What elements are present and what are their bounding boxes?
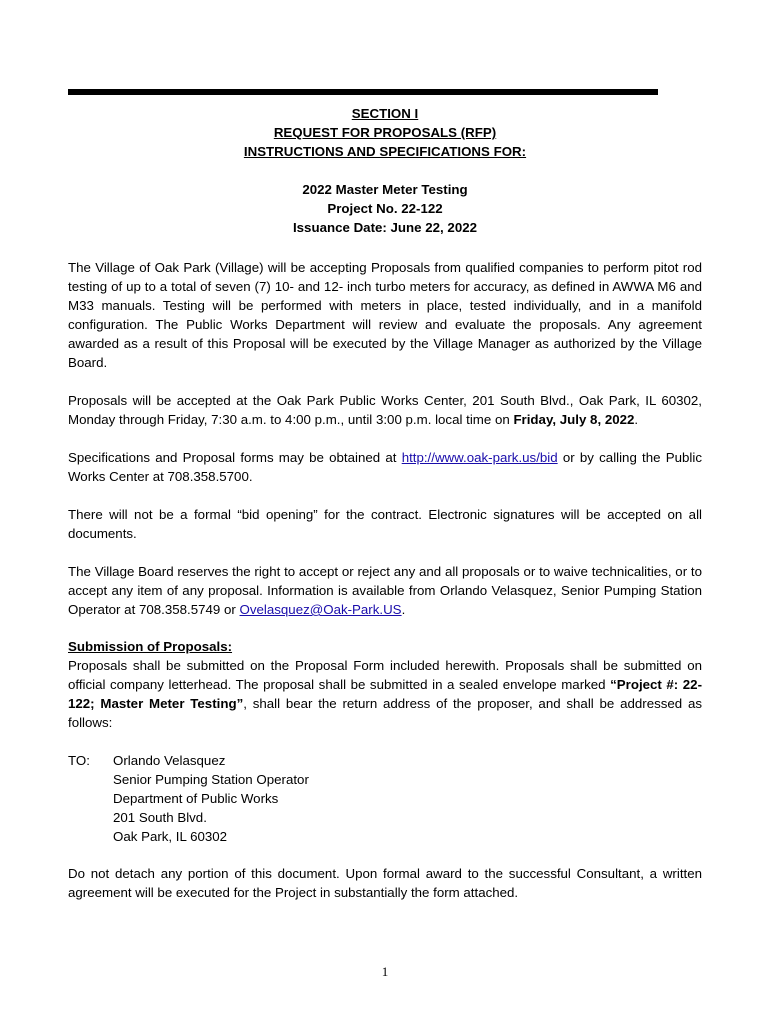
rfp-title: REQUEST FOR PROPOSALS (RFP) <box>273 125 497 140</box>
section-title: SECTION I <box>351 106 419 121</box>
to-label: TO: <box>68 753 90 768</box>
acceptance-paragraph <box>68 391 702 429</box>
bid-link[interactable]: http://www.oak-park.us/bid <box>401 450 558 465</box>
intro-paragraph: The Village of Oak Park (Village) will be accepting Proposals from qualified companies to perform pitot rod testing of up to a total of seven (7) 10- and 12- inch turbo meters for accuracy, as defined in AWWA M6 and M33 manuals. Testing will be performed with meters in place, tested individually, and in a manifold configuration. The Public Works Department will review and evaluate the proposals. Any agreement awarded as a result of this Proposal will be executed by the Village Manager as authorized by the Village Board. <box>68 260 702 370</box>
acceptance-text: Proposals will be accepted at the Oak Park Public Works Center, 201 South Blvd., Oak Park, IL 60302, Monday through Friday, 7:30 a.m. to 4:00 p.m., until 3:00 p.m. local time on <box>68 393 702 427</box>
address-street: 201 South Blvd. <box>113 810 207 825</box>
spec-text: Specifications and Proposal forms may be obtained at <box>68 450 402 465</box>
project-title: 2022 Master Meter Testing <box>302 182 468 197</box>
reserve-rights-paragraph <box>68 562 702 619</box>
address-lines <box>113 751 309 846</box>
envelope-marking: “Project #: 22-122; Master Meter Testing” <box>68 677 702 711</box>
email-link[interactable]: Ovelasquez@Oak-Park.US <box>239 602 402 617</box>
address-title: Senior Pumping Station Operator <box>113 772 309 787</box>
project-number: Project No. 22-122 <box>327 201 443 216</box>
top-rule <box>68 89 658 95</box>
submission-end: , shall bear the return address of the proposer, and shall be addressed as follows: <box>68 696 702 730</box>
address-name: Orlando Velasquez <box>113 753 226 768</box>
instructions-title: INSTRUCTIONS AND SPECIFICATIONS FOR: <box>243 144 527 159</box>
address-city: Oak Park, IL 60302 <box>113 829 228 844</box>
deadline-date: Friday, July 8, 2022 <box>513 412 635 427</box>
submission-heading: Submission of Proposals: <box>68 639 233 654</box>
issuance-date: Issuance Date: June 22, 2022 <box>292 220 478 235</box>
acceptance-end: . <box>634 412 639 427</box>
reserve-end: . <box>401 602 406 617</box>
reserve-text: The Village Board reserves the right to accept or reject any and all proposals or to waive technicalities, or to accept any item of any proposal. Information is available from Orlando Velasquez, Senior Pumping Station Operator at 708.358.5749 or <box>68 564 702 617</box>
closing-paragraph: Do not detach any portion of this document. Upon formal award to the successful Consultant, a written agreement will be executed for the Project in substantially the form attached. <box>68 866 702 900</box>
specifications-paragraph <box>68 448 702 486</box>
page-number: 1 <box>381 964 389 979</box>
submission-section <box>68 637 702 732</box>
address-department: Department of Public Works <box>113 791 279 806</box>
submission-text: Proposals shall be submitted on the Proposal Form included herewith. Proposals shall be submitted on official company letterhead. The proposal shall be submitted in a sealed envelope marked <box>68 658 702 692</box>
no-bid-opening-paragraph: There will not be a formal “bid opening” for the contract. Electronic signatures will be accepted on all documents. <box>68 507 702 541</box>
document-header <box>68 104 702 237</box>
spec-text-end: or by calling the Public Works Center at 708.358.5700. <box>68 450 702 484</box>
